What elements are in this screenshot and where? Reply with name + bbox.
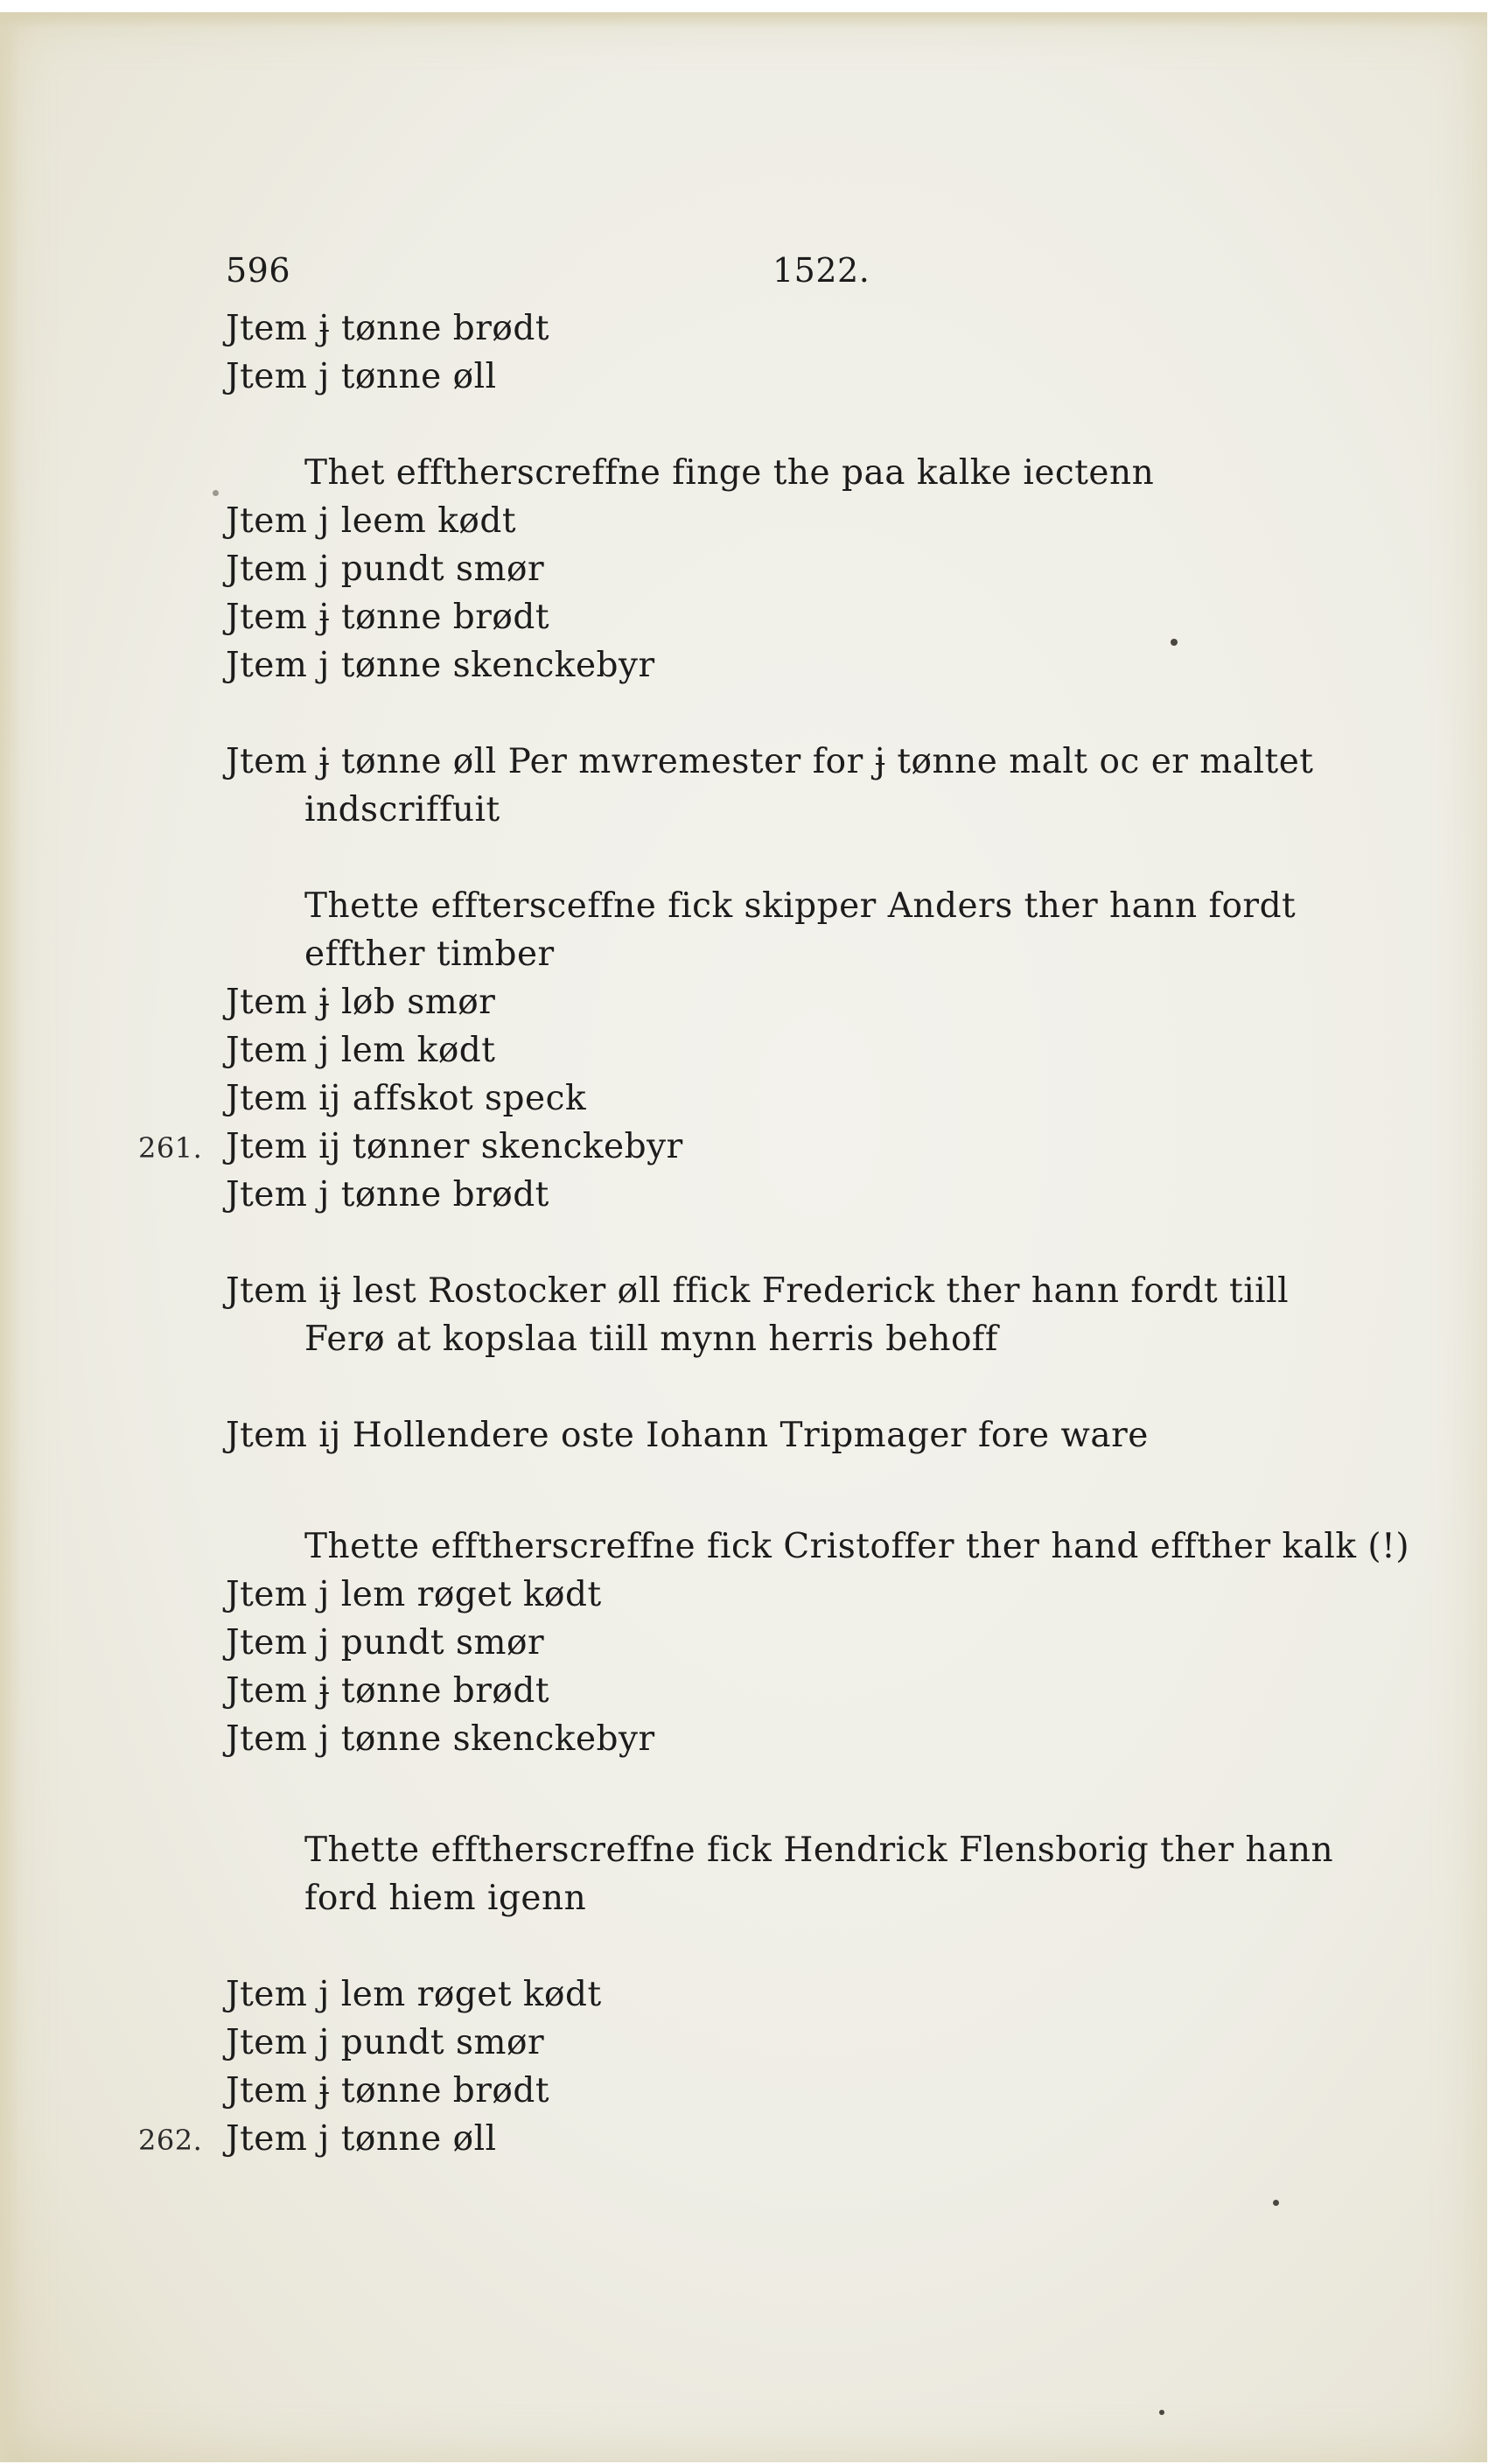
- text-line: Jtem j lem røget kødt: [226, 1975, 602, 2014]
- section-heading: Thette efftersceffne fick skipper Anders ther hann fordt: [304, 886, 1297, 926]
- text-line: Jtem j pundt smør: [226, 1623, 545, 1662]
- text-line: Jtem j lem røget kødt: [226, 1575, 602, 1614]
- text-line: Jtem ij affskot speck: [226, 1079, 587, 1118]
- text-line: Jtem j tønne skenckebyr: [226, 646, 655, 685]
- text-line: Jtem iɉ lest Rostocker øll ffick Frederick ther hann fordt tiill: [226, 1271, 1290, 1311]
- text-line: Jtem ɉ tønne brødt: [226, 1671, 550, 1711]
- text-line-continuation: Ferø at kopslaa tiill mynn herris behoff: [304, 1320, 998, 1359]
- text-line: Jtem ɉ tønne brødt: [226, 309, 550, 348]
- document-body: [138, 247, 1433, 2163]
- text-line: Jtem j tønne brødt: [226, 1175, 549, 1214]
- page-edge-shadow: [0, 12, 19, 2462]
- text-line: Jtem j leem kødt: [226, 501, 517, 541]
- section-heading: Thette efftherscreffne fick Hendrick Flensborig ther hann: [304, 1830, 1334, 1870]
- text-line: 261. Jtem ij tønner skenckebyr: [226, 1123, 1433, 1171]
- dust-speck: [213, 490, 219, 496]
- scanned-page: [0, 12, 1487, 2462]
- margin-number: 262.: [138, 2124, 203, 2157]
- text-line: Jtem ɉ tønne brødt: [226, 598, 550, 637]
- text-line: Jtem j tønne skenckebyr: [226, 1719, 655, 1759]
- text-line: Jtem ɉ løb smør: [226, 983, 496, 1022]
- dust-speck: [1273, 2200, 1279, 2206]
- text-line: Jtem ɉ tønne øll Per mwremester for ɉ tønne malt oc er maltet: [226, 742, 1314, 781]
- text-line-continuation: indscriffuit: [304, 790, 500, 830]
- section-heading: Thet efftherscreffne finge the paa kalke iectenn: [304, 453, 1155, 493]
- page-top-shadow: [0, 12, 1487, 28]
- page-header: [226, 247, 1433, 304]
- text-line: Jtem ij Hollendere oste Iohann Tripmager fore ware: [226, 1416, 1149, 1455]
- section-heading: Thette efftherscreffne fick Cristoffer ther hand effther kalk (!): [304, 1527, 1410, 1566]
- margin-number: 261.: [138, 1131, 203, 1165]
- text-line: Jtem j pundt smør: [226, 2023, 545, 2062]
- year-heading: 1522.: [772, 251, 870, 290]
- text-line: Jtem j tønne øll: [226, 357, 497, 396]
- text-line: Jtem j lem kødt: [226, 1031, 496, 1070]
- dust-speck: [1159, 2410, 1164, 2415]
- text-line-continuation: ford hiem igenn: [304, 1879, 587, 1918]
- page-number: 596: [226, 251, 291, 290]
- text-line: 262. Jtem j tønne øll: [226, 2115, 1433, 2163]
- text-line-continuation: effther timber: [304, 934, 555, 974]
- text-line: Jtem j pundt smør: [226, 550, 545, 589]
- text-line: Jtem ɉ tønne brødt: [226, 2071, 550, 2110]
